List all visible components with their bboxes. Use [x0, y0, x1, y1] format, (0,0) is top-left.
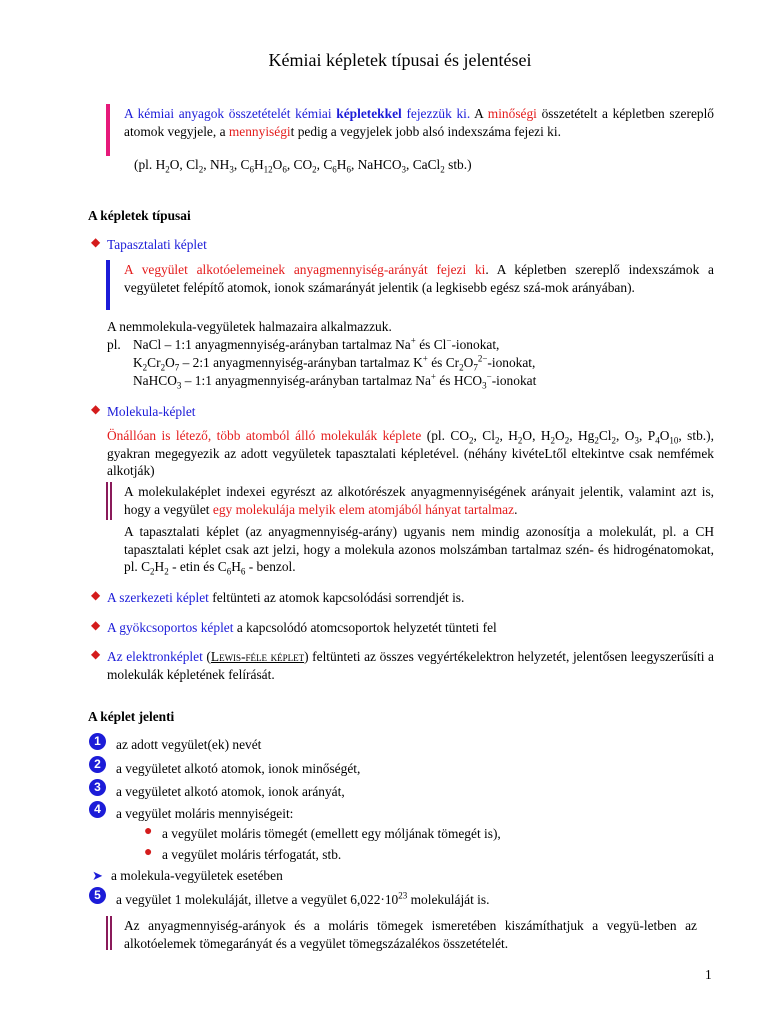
number-5-icon: 5 — [89, 887, 106, 904]
type-electron: Az elektronképlet (Lewis-féle képlet) feltünteti az összes vegyértékelektron helyzetét, jelentősen leegyszerűsíti a molekulák képletének felírását. — [107, 649, 714, 682]
meaning-sub-molar-mass: a vegyület moláris tömegét (emellett egy móljának tömegét is), — [162, 826, 501, 841]
empirical-application: A nemmolekula-vegyületek halmazaira alkalmazzuk. — [107, 319, 392, 334]
note-double-bar — [110, 482, 112, 520]
type-molecular-label: Molekula-képlet — [107, 404, 196, 419]
molecular-note-empirical: A tapasztalati képlet (az anyagmennyiség-arány) ugyanis nem mindig azonosítja a molekulát, pl. a CH tapasztalati képlet csak azt jelzi, hogy a molekula azonos molszámban tartalmaz szén- és hidrogénatomokat, pl. $C_2H_2$ - etin és $C_6H_6$ - benzol. — [124, 524, 714, 577]
closing-note: Az anyagmennyiség-arányok és a moláris tömegek ismeretében kiszámíthatjuk a vegyü-letben az alkotóelemek tömegarányát és a vegyület tömegszázalékos összetételét. — [124, 918, 697, 951]
meaning-item-4: a vegyület moláris mennyiségeit: — [116, 806, 294, 821]
empirical-example-nahco3: NaHCO$_3$ – 1:1 anyagmennyiség-arányban tartalmaz Na+ és $HCO_3^-$-ionokat — [133, 371, 537, 391]
intro-examples: (pl. $H_2O$, $Cl_2$, $NH_3$, $C_6H_{12}O_6$, $CO_2$, $C_6H_6$, NaHCO$_3$, CaCl$_2$ stb.) — [134, 157, 472, 175]
empirical-example-nacl: NaCl – 1:1 anyagmennyiség-arányban tartalmaz Na+ és Cl−-ionokat, — [133, 335, 500, 352]
diamond-bullet-icon: ◆ — [91, 402, 101, 416]
section-heading-types: A képletek típusai — [88, 208, 191, 223]
number-1-icon: 1 — [89, 733, 106, 750]
meaning-item-2: a vegyületet alkotó atomok, ionok minőségét, — [116, 761, 361, 776]
molecular-definition: Önállóan is létező, több atomból álló molekulák képlete (pl. $CO_2$, $Cl_2$, $H_2O$, $H_2O_2$, $Hg_2Cl_2$, $O_3$, $P_4O_{10}$, stb.), gyakran megegyezik az adott vegyületek tapasztalati képletével. (néhány kivéteLtől eltekintve csak nemfémek alkotják) — [107, 428, 714, 479]
number-3-icon: 3 — [89, 779, 106, 796]
intro-paragraph: A kémiai anyagok összetételét kémiai képletekkel fejezzük ki. A minőségi összetételt a képletben szereplő atomok vegyjele, a mennyiségit pedig a vegyjelek jobb alsó indexszáma fejezi ki. — [124, 106, 714, 139]
page-number: 1 — [705, 967, 712, 982]
molecule-case-label: a molekula-vegyületek esetében — [111, 868, 283, 883]
number-4-icon: 4 — [89, 801, 106, 818]
type-structural: A szerkezeti képlet feltünteti az atomok kapcsolódási sorrendjét is. — [107, 590, 465, 605]
diamond-bullet-icon: ◆ — [91, 588, 101, 602]
molecular-note-indices: A molekulaképlet indexei egyrészt az alkotórészek anyagmennyiségének arányait jelentik, valamint azt is, hogy a vegyület egy molekulája melyik elem atomjából hányat tartalmaz. — [124, 484, 714, 517]
empirical-definition: A vegyület alkotóelemeinek anyagmennyiség-arányát fejezi ki. A képletben szereplő indexszámok a vegyületet felépítő atomok, ionok számarányát jelentik (a legkisebb egész szá-mok arányában). — [124, 262, 714, 295]
diamond-bullet-icon: ◆ — [91, 235, 101, 249]
intro-accent-bar — [106, 104, 110, 156]
page-title: Kémiai képletek típusai és jelentései — [268, 50, 532, 70]
arrow-right-icon: ➤ — [92, 868, 103, 883]
type-radical-group: A gyökcsoportos képlet a kapcsolódó atomcsoportok helyzetét tünteti fel — [107, 620, 497, 635]
diamond-bullet-icon: ◆ — [91, 647, 101, 661]
bullet-dot-icon: ● — [144, 824, 153, 839]
empirical-example-k2cr2o7: $K_2Cr_2O_7$ – 2:1 anyagmennyiség-arányban tartalmaz K+ és $Cr_2O_7^{2-}$-ionokat, — [133, 353, 536, 373]
note-double-bar — [106, 482, 108, 520]
meaning-item-1: az adott vegyület(ek) nevét — [116, 737, 262, 752]
diamond-bullet-icon: ◆ — [91, 618, 101, 632]
bullet-dot-icon: ● — [144, 845, 153, 860]
type-empirical-label: Tapasztalati képlet — [107, 237, 207, 252]
meaning-item-5: a vegyület 1 molekuláját, illetve a vegyület $6,022\cdot 10^{23}$ molekuláját is. — [116, 890, 490, 907]
note-double-bar — [106, 916, 108, 950]
number-2-icon: 2 — [89, 756, 106, 773]
empirical-accent-bar — [106, 260, 110, 310]
empirical-example-prefix: pl. — [107, 337, 121, 352]
meaning-item-3: a vegyületet alkotó atomok, ionok arányát, — [116, 784, 345, 799]
meaning-sub-molar-volume: a vegyület moláris térfogatát, stb. — [162, 847, 342, 862]
note-double-bar — [110, 916, 112, 950]
section-heading-meaning: A képlet jelenti — [88, 709, 175, 724]
